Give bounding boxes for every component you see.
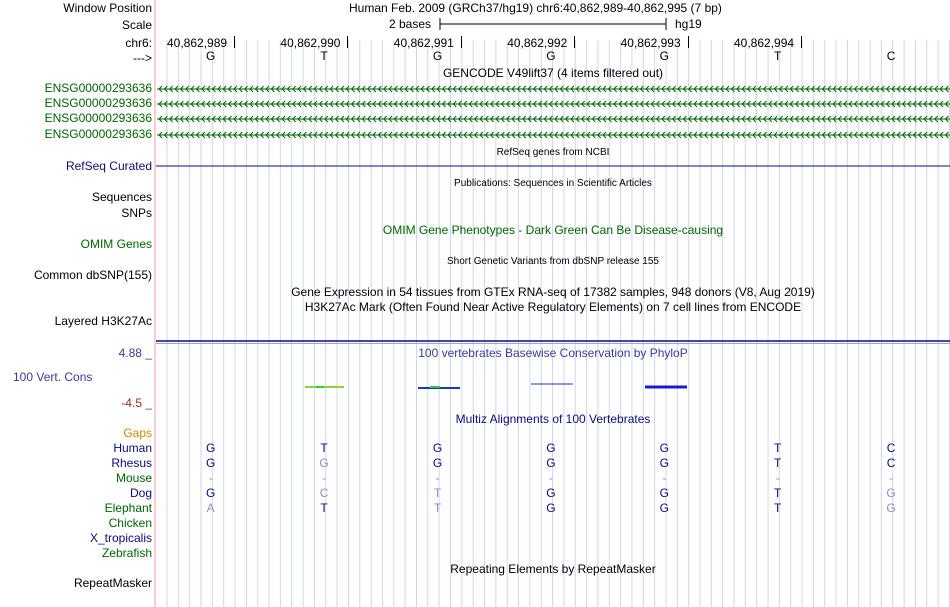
position-text: Human Feb. 2009 (GRCh37/hg19) chr6:40,862,989-40,862,995 (7 bp) — [349, 1, 722, 15]
aligned-base: G — [432, 441, 443, 455]
ruler-tick — [688, 36, 689, 48]
aligned-base: G — [319, 456, 329, 470]
aligned-base: G — [206, 486, 216, 500]
ruler-tick — [801, 36, 802, 48]
species-label-rhesus[interactable]: Rhesus — [111, 456, 152, 470]
aligned-base: G — [546, 456, 556, 470]
gencode-item-3[interactable]: ENSG00000293636 — [44, 111, 152, 125]
aligned-base: - — [889, 471, 894, 485]
aligned-base: G — [546, 501, 556, 515]
dbsnp-title[interactable]: Short Genetic Variants from dbSNP release 155 — [447, 256, 659, 267]
aligned-base: C — [886, 456, 896, 470]
h3k27ac-title[interactable]: H3K27Ac Mark (Often Found Near Active Regulatory Elements) on 7 cell lines from ENCODE — [304, 300, 802, 314]
ruler-tick — [234, 36, 235, 48]
conservation-title[interactable]: 100 vertebrates Basewise Conservation by PhyloP — [418, 346, 688, 360]
ruler-tick — [461, 36, 462, 48]
scale-left-text: 2 bases — [389, 17, 432, 31]
aligned-base: - — [208, 471, 213, 485]
gencode-feature-4[interactable] — [157, 129, 950, 141]
genome-base: C — [886, 49, 896, 63]
scale-right-text: hg19 — [675, 17, 702, 31]
aligned-base: T — [774, 486, 782, 500]
species-label-zebrafish[interactable]: Zebrafish — [101, 546, 152, 560]
ruler-tick — [574, 36, 575, 48]
aligned-base: G — [206, 456, 216, 470]
species-label-chicken[interactable]: Chicken — [108, 516, 152, 530]
aligned-base: T — [774, 501, 782, 515]
h3k27ac-signal-baseline[interactable] — [156, 340, 950, 345]
repeatmasker-label[interactable]: RepeatMasker — [73, 576, 152, 590]
omim-title[interactable]: OMIM Gene Phenotypes - Dark Green Can Be Disease-causing — [382, 223, 724, 237]
ruler-position-label: 40,862,991 — [393, 36, 454, 50]
h3k27ac-label[interactable]: Layered H3K27Ac — [54, 314, 152, 328]
dbsnp-label[interactable]: Common dbSNP(155) — [33, 268, 152, 282]
genome-base: G — [432, 49, 443, 63]
gencode-feature-1[interactable] — [157, 83, 950, 95]
scale-bar — [438, 16, 670, 32]
scale-label: Scale — [121, 18, 152, 32]
ruler-position-label: 40,862,993 — [620, 36, 681, 50]
aligned-base: - — [322, 471, 327, 485]
genome-base: T — [774, 49, 782, 63]
species-label-x_tropicalis[interactable]: X_tropicalis — [89, 531, 152, 545]
refseq-label[interactable]: RefSeq Curated — [65, 159, 152, 173]
ruler-position-label: 40,862,990 — [280, 36, 341, 50]
gtex-title[interactable]: Gene Expression in 54 tissues from GTEx RNA-seq of 17382 samples, 948 donors (V8, Aug 2019) — [291, 285, 815, 299]
aligned-base: G — [432, 456, 443, 470]
ruler-position-label: 40,862,994 — [734, 36, 795, 50]
genome-base: G — [659, 49, 669, 63]
publications-title[interactable]: Publications: Sequences in Scientific Articles — [454, 178, 652, 189]
aligned-base: G — [886, 486, 896, 500]
refseq-feature-line[interactable] — [156, 160, 950, 170]
ruler-position-label: 40,862,992 — [507, 36, 568, 50]
aligned-base: T — [774, 441, 782, 455]
aligned-base: A — [206, 501, 215, 515]
gencode-feature-3[interactable] — [157, 113, 950, 125]
aligned-base: - — [435, 471, 440, 485]
species-label-human[interactable]: Human — [113, 441, 152, 455]
gencode-feature-2[interactable] — [157, 98, 950, 110]
genome-base: G — [206, 49, 216, 63]
species-label-elephant[interactable]: Elephant — [104, 501, 152, 515]
aligned-base: G — [206, 441, 216, 455]
aligned-base: T — [320, 441, 328, 455]
gaps-label[interactable]: Gaps — [123, 426, 152, 440]
aligned-base: C — [886, 441, 896, 455]
snps-label[interactable]: SNPs — [121, 206, 152, 220]
aligned-base: G — [546, 441, 556, 455]
species-label-mouse[interactable]: Mouse — [115, 471, 152, 485]
aligned-base: G — [886, 501, 896, 515]
strand-label: ---> — [133, 51, 152, 65]
aligned-base: - — [775, 471, 780, 485]
genome-base: T — [320, 49, 328, 63]
aligned-base: T — [433, 486, 442, 500]
aligned-base: G — [546, 486, 556, 500]
conservation-max-value: 4.88 _ — [118, 346, 152, 360]
aligned-base: C — [319, 486, 329, 500]
conservation-label[interactable]: 100 Vert. Cons — [13, 370, 93, 384]
conservation-signal[interactable] — [156, 378, 950, 394]
aligned-base: T — [774, 456, 782, 470]
aligned-base: T — [433, 501, 442, 515]
repeatmasker-title[interactable]: Repeating Elements by RepeatMasker — [450, 562, 656, 576]
aligned-base: G — [659, 501, 669, 515]
gencode-item-2[interactable]: ENSG00000293636 — [44, 96, 152, 110]
species-label-dog[interactable]: Dog — [129, 486, 152, 500]
aligned-base: - — [548, 471, 553, 485]
genome-base: G — [546, 49, 556, 63]
window-position-label: Window Position — [63, 1, 152, 15]
ruler-position-label: 40,862,989 — [167, 36, 228, 50]
aligned-base: T — [320, 501, 328, 515]
multiz-title[interactable]: Multiz Alignments of 100 Vertebrates — [455, 412, 651, 426]
ruler-tick — [347, 36, 348, 48]
aligned-base: G — [659, 486, 669, 500]
gencode-item-1[interactable]: ENSG00000293636 — [44, 81, 152, 95]
chrom-label: chr6: — [125, 36, 152, 50]
conservation-min-value: -4.5 _ — [121, 396, 152, 410]
aligned-base: G — [659, 441, 669, 455]
aligned-base: - — [662, 471, 667, 485]
gencode-item-4[interactable]: ENSG00000293636 — [44, 127, 152, 141]
omim-label[interactable]: OMIM Genes — [80, 237, 152, 251]
refseq-title[interactable]: RefSeq genes from NCBI — [496, 147, 610, 158]
aligned-base: G — [659, 456, 669, 470]
sequences-label[interactable]: Sequences — [91, 190, 152, 204]
gencode-title[interactable]: GENCODE V49lift37 (4 items filtered out) — [442, 66, 664, 80]
